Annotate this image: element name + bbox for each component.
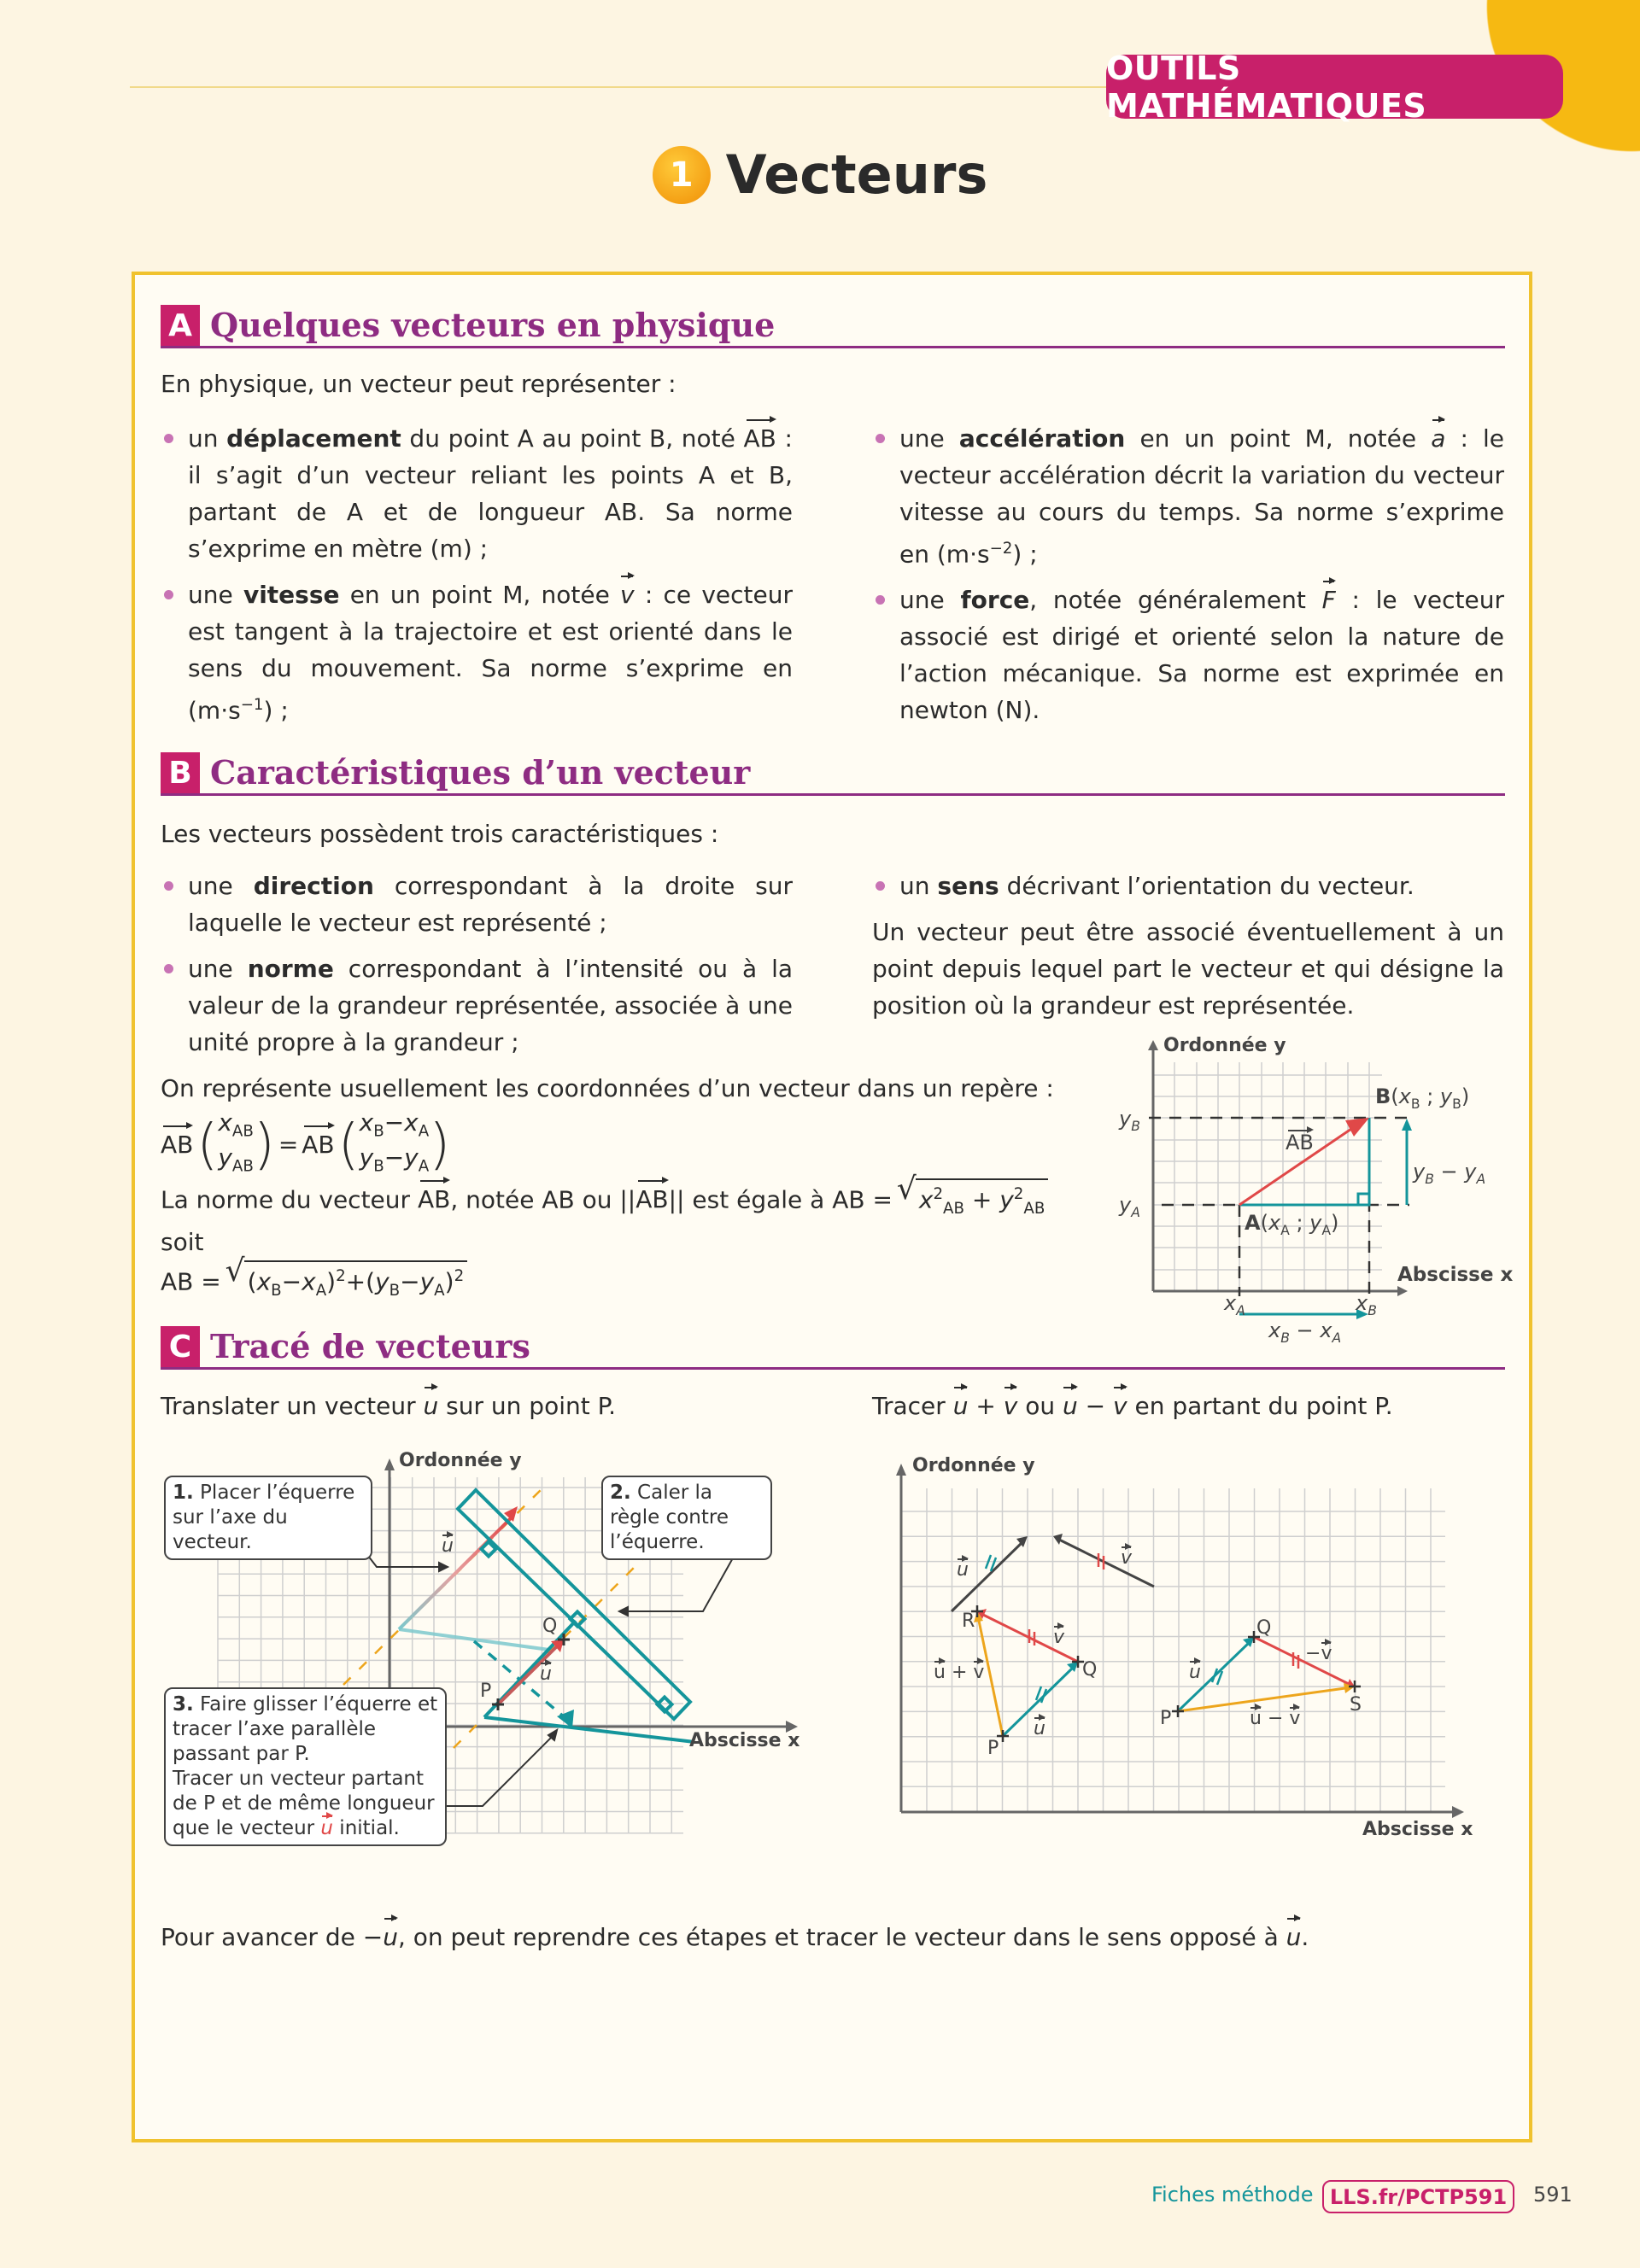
- footer-label: Fiches méthode: [1151, 2183, 1314, 2207]
- section-c-header: [161, 1329, 1505, 1370]
- point-r-label: R: [962, 1610, 975, 1632]
- list-item: une direction correspondant à la droite sur laquelle le vecteur est représenté ;: [161, 868, 793, 941]
- sum-intro: Tracer u + v ou u − v en partant du point P.: [872, 1388, 1393, 1424]
- sum-label: u + v: [934, 1662, 985, 1683]
- section-b-header: [161, 755, 1505, 796]
- page-title: [0, 143, 1640, 206]
- chapter-badge: OUTILS MATHÉMATIQUES: [1106, 55, 1563, 119]
- vector-u-label: u: [1034, 1718, 1046, 1739]
- list-item: une vitesse en un point M, notée v : ce vecteur est tangent à la trajectoire et est orienté dans le sens du mouvement. Sa norme s’exprime en $(m\cdot s^{-1})$ ;: [161, 576, 793, 728]
- point-a-label: $A(x_A$ ; $y_A$): [1245, 1211, 1339, 1238]
- vector-symbol: a: [1431, 420, 1445, 457]
- vector-symbol: AB: [744, 420, 776, 457]
- translated-vector-u: [498, 1640, 564, 1704]
- coords-formula: AB ( $x_{AB}$ $y_{AB}$ ) = AB ( $x_B-x_A$ $y_B-y_A$ ): [161, 1108, 451, 1177]
- y-axis-label: Ordonnée y: [1163, 1035, 1286, 1056]
- point-q2-label: Q: [1256, 1617, 1272, 1639]
- section-b-right-column: [872, 868, 1504, 1024]
- section-letter: B: [161, 752, 200, 793]
- section-number: 1: [653, 146, 711, 204]
- list-item: une accélération en un point M, notée a : le vecteur accélération décrit la variation du vecteur vitesse au cours du temps. Sa norme s’exprime en $(m\cdot s^{-2})$ ;: [872, 420, 1504, 572]
- list-item: une force, notée généralement F : le vecteur associé est dirigé et orienté selon la nature de l’action mécanique. Sa norme est exprimée en newton (N).: [872, 582, 1504, 728]
- translation-diagram: [154, 1435, 803, 1862]
- y-axis-label: Ordonnée y: [399, 1450, 522, 1471]
- dx-label: $x_B - x_A$: [1268, 1318, 1342, 1346]
- negative-v-label: −v: [1305, 1643, 1332, 1664]
- section-title: Tracé de vecteurs: [210, 1327, 530, 1365]
- xa-label: $x_A$: [1224, 1291, 1245, 1318]
- position-paragraph: Un vecteur peut être associé éventuellement à un point depuis lequel part le vecteur et qui désigne la position où la grandeur est représentée.: [872, 918, 1504, 1020]
- axes: [896, 1464, 1464, 1818]
- vector-u-label: u: [540, 1663, 552, 1685]
- vector-v-label: v: [1053, 1627, 1065, 1648]
- vector-u-label: u: [1189, 1662, 1201, 1683]
- point-p-label: P: [987, 1738, 999, 1759]
- section-a-header: [161, 307, 1505, 348]
- list-item: une norme correspondant à l’intensité ou à la valeur de la grandeur représentée, associée à une unité propre à la grandeur ;: [161, 950, 793, 1061]
- ya-label: $y_A$: [1119, 1193, 1140, 1220]
- point-b-label: $B(x_B$ ; $y_B$): [1375, 1084, 1470, 1112]
- section-b-left-column: [161, 868, 793, 1070]
- x-axis-label: Abscisse x: [1362, 1819, 1473, 1840]
- coordinates-graphic: [1093, 1025, 1538, 1349]
- y-axis-label: Ordonnée y: [912, 1455, 1035, 1476]
- difference-label: u − v: [1250, 1708, 1301, 1729]
- translate-intro: Translater un vecteur u sur un point P.: [161, 1388, 616, 1424]
- section-a-left-column: [161, 420, 793, 738]
- vector-ab-label: AB: [1286, 1131, 1314, 1154]
- footer-link[interactable]: LLS.fr/PCTP591: [1322, 2180, 1514, 2213]
- list-item: un déplacement du point A au point B, noté AB : il s’agit d’un vecteur reliant les points A et B, partant de A et de longueur AB. Sa norme s’exprime en mètre (m) ;: [161, 420, 793, 567]
- section-b-intro: Les vecteurs possèdent trois caractéristiques :: [161, 820, 719, 848]
- step-3-callout: 3. Faire glisser l’équerre et tracer l’axe parallèle passant par P. Tracer un vecteur partant de P et de même longueur que le vecteur u initial.: [164, 1687, 447, 1846]
- point-q-label: Q: [542, 1616, 558, 1637]
- section-a-right-column: [872, 420, 1504, 738]
- section-title: Caractéristiques d’un vecteur: [210, 753, 751, 792]
- section-letter: A: [161, 305, 200, 346]
- vector-u-label: u: [442, 1535, 454, 1557]
- vector-coordinates-diagram: [1093, 1025, 1538, 1349]
- xb-label: $x_B$: [1356, 1291, 1377, 1318]
- vector-sum-diagram: [880, 1443, 1473, 1844]
- point-p-label: P: [480, 1681, 492, 1702]
- initial-set-square: [399, 1629, 549, 1650]
- vectors-v: [977, 1553, 1355, 1690]
- vector-symbol: v: [620, 576, 635, 613]
- page-number: 591: [1533, 2183, 1573, 2207]
- vector-v-label: v: [1121, 1547, 1133, 1569]
- vector-u-label: u: [957, 1559, 969, 1581]
- grid: [901, 1488, 1445, 1812]
- vector-symbol: F: [1322, 582, 1336, 618]
- step-1-callout: 1. Placer l’équerre sur l’axe du vecteur.: [164, 1476, 372, 1560]
- point-s-label: S: [1350, 1694, 1362, 1716]
- vector-symbol: AB: [302, 1126, 334, 1163]
- coords-intro: On représente usuellement les coordonnées d’un vecteur dans un repère :: [161, 1074, 1054, 1102]
- section-a-intro: En physique, un vecteur peut représenter :: [161, 370, 676, 398]
- point-q-label: Q: [1082, 1659, 1098, 1681]
- list-item: un sens décrivant l’orientation du vecteur.: [872, 868, 1504, 904]
- x-axis-label: Abscisse x: [1397, 1264, 1514, 1286]
- point-p2-label: P: [1160, 1708, 1172, 1729]
- vectors-u: [986, 1555, 1254, 1736]
- vector-sum-graphic: [880, 1443, 1469, 1844]
- step-2-callout: 2. Caler la règle contre l’équerre.: [601, 1476, 772, 1560]
- header-rule: [130, 86, 1121, 88]
- x-axis-label: Abscisse x: [689, 1730, 800, 1751]
- section-letter: C: [161, 1326, 200, 1367]
- grid: [1153, 1062, 1382, 1291]
- yb-label: $y_B$: [1119, 1107, 1140, 1134]
- opposite-vector-note: Pour avancer de −u, on peut reprendre ces étapes et tracer le vecteur dans le sens opposé à u.: [161, 1919, 1309, 1955]
- title-text: Vecteurs: [725, 143, 988, 206]
- dy-label: $y_B - y_A$: [1413, 1160, 1486, 1187]
- vector-symbol: AB: [161, 1126, 193, 1163]
- norm-formula: La norme du vecteur AB, notée AB ou ||AB|| est égale à AB = √ $x^2_{AB} + y^2_{AB}$ soit AB = √ $(x_B-x_A)^2+(y_B-y_A)^2$: [161, 1178, 1092, 1306]
- section-title: Quelques vecteurs en physique: [210, 306, 776, 344]
